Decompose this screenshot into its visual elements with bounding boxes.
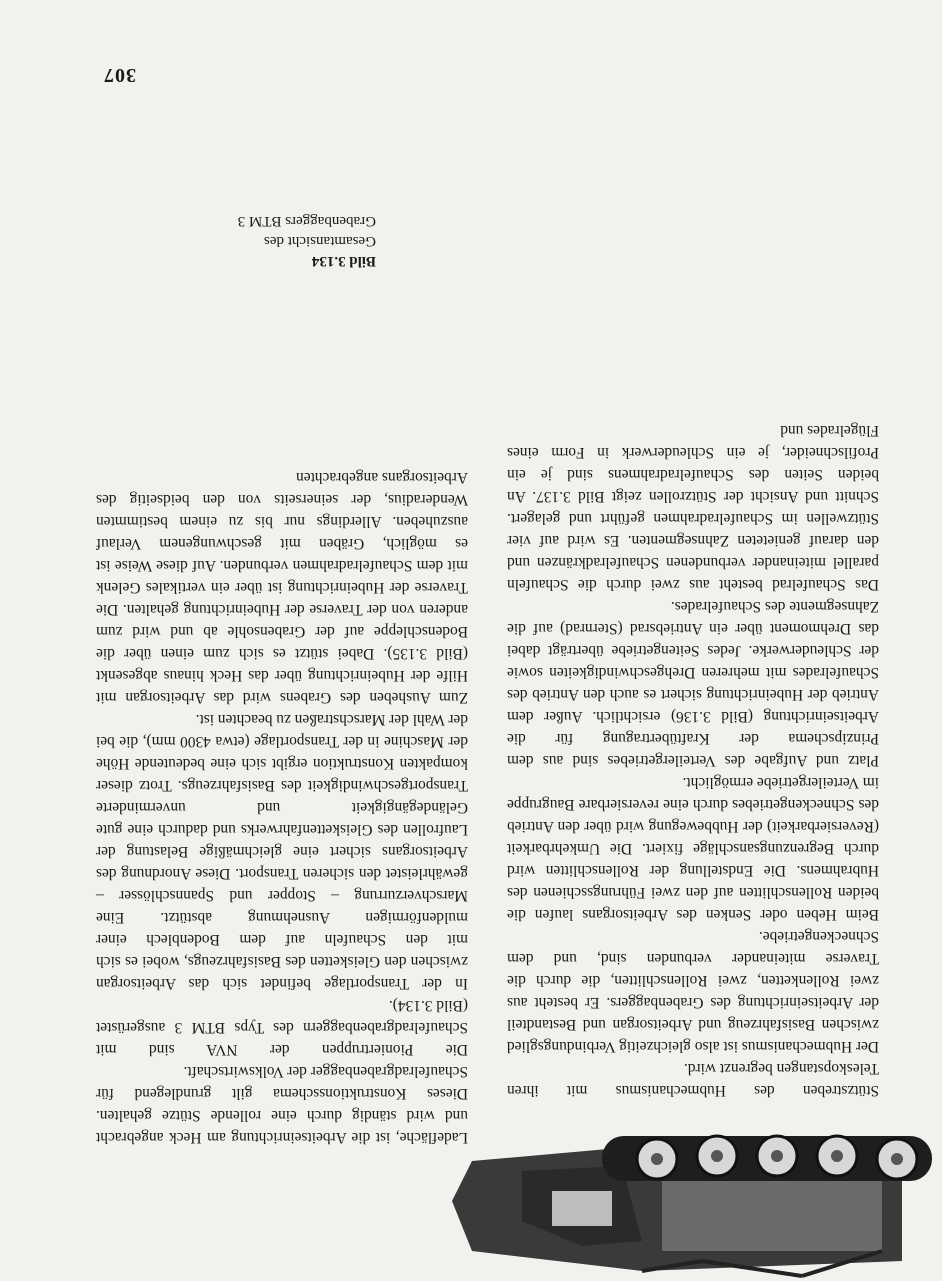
page-number: 307 [103, 64, 136, 86]
figure-caption-line: Grabenbaggers BTM 3 [237, 213, 376, 229]
figure-caption [196, 211, 376, 271]
paragraph: Ladefläche, ist die Arbeitseinrichtung am Heck angebracht und wird ständig durch eine rollende Stütze gehalten. Dieses Konstruktionsschema gilt grundlegend für Schaufelradgrabenbagger der Volkswirtschaft. [96, 1063, 468, 1146]
paragraph: Beim Heben oder Senken des Arbeitsorgans laufen die beiden Rollenschlitten auf den zwei Führungsschienen des Hubrahmens. Die Endstellung der Rollenschlitten wird durch Begrenzungsanschläge fixiert. Die Umkehrbarkeit (Reversierbarkeit) der Hubbewegung wird über den Antrieb des Schneckengetriebes durch eine reversierbare Baugruppe im Verteilergetriebe ermöglicht. [507, 774, 879, 923]
text-column-right [507, 419, 879, 1101]
paragraph: Das Schaufelrad besteht aus zwei durch die Schaufeln parallel miteinander verbundenen Schaufelradkränzen und den darauf genieteten Zahnsegmenten. Es wird auf vier Stützwellen im Schaufelradrahmen geführt und gelagert. Schnitt und Ansicht der Stützrollen zeigt Bild 3.137. An beiden Seiten des Schaufelradrahmens sind je ein Profilschneider, je ein Schleuderwerk in Form eines Flügelrades und [507, 422, 879, 593]
figure-label: Bild 3.134 [311, 253, 376, 269]
paragraph: Der Hubmechanismus ist also gleichzeitig Verbindungsglied zwischen Basisfahrzeug und Arbeitsorgan und Bestandteil der Arbeitseinrichtung des Grabenbaggers. Er besteht aus zwei Rollenketten, zwei Rollenschlitten, die durch die Traverse miteinander verbunden sind, und dem Schneckengetriebe. [506, 928, 879, 1055]
paragraph: Zum Ausheben des Grabens wird das Arbeitsorgan mit Hilfe der Hubeinrichtung über das Heck hinaus abgesenkt (Bild 3.135). Dabei stützt es sich zum einen über die Bodenschleppe auf der Grabensohle ab und wird zum anderen von der Traverse der Hubeinrichtung gehalten. Die Traverse der Hubeinrichtung ist über ein vertikales Gelenk mit dem Schaufelradrahmen verbunden. Auf diese Weise ist es möglich, Gräben mit geschwungenem Verlauf auszuheben. Allerdings nur bis zu einem bestimmten Wenderadius, der seinerseits von den beidseitig des Arbeitsorgans angebrachten [96, 469, 468, 706]
excavator-illustration [437, 1126, 942, 1281]
figure-caption-line: Gesamtansicht des [263, 233, 376, 249]
paragraph: In der Transportlage befindet sich das Arbeitsorgan zwischen den Gleisketten des Basisfahrzeugs, wobei es sich mit den Schaufeln auf dem Bodenblech einer muldenförmigen Ausnehmung abstützt. Eine Marschverzurrung – Stopper und Spannschlösser – gewährleistet den sicheren Transport. Diese Anordnung des Arbeitsorgans sichert eine gleichmäßige Belastung der Laufrollen des Gleiskettenfahrwerks und dadurch eine gute Geländegängigkeit und unverminderte Transportgeschwindigkeit des Basisfahrzeugs. Trotz dieser kompakten Konstruktion ergibt sich eine bedeutende Höhe der Maschine in der Transportlage (etwa 4300 mm), die bei der Wahl der Marschstraßen zu beachten ist. [96, 711, 468, 992]
paragraph: Die Pioniertruppen der NVA sind mit Schaufelradgrabenbaggern des Typs BTM 3 ausgerüstet (Bild 3.134). [96, 997, 468, 1058]
paragraph: Platz und Aufgabe des Verteilergetriebes sind aus dem Prinzipschema der Kraftübertragung für die Arbeitseinrichtung (Bild 3.136) ersichtlich. Außer dem Antrieb der Hubeinrichtung sichert es auch den Antrieb des Schaufelrades mit mehreren Drehgeschwindigkeiten sowie der Schleuderwerke. Jedes Seitengetriebe überträgt dabei das Drehmoment über ein Antriebsrad (Sternrad) auf die Zahnsegmente des Schaufelrades. [507, 598, 879, 769]
paragraph: Stützstreben des Hubmechanismus mit ihren Teleskopstangen begrenzt wird. [507, 1060, 879, 1099]
text-column-left [96, 466, 468, 1148]
